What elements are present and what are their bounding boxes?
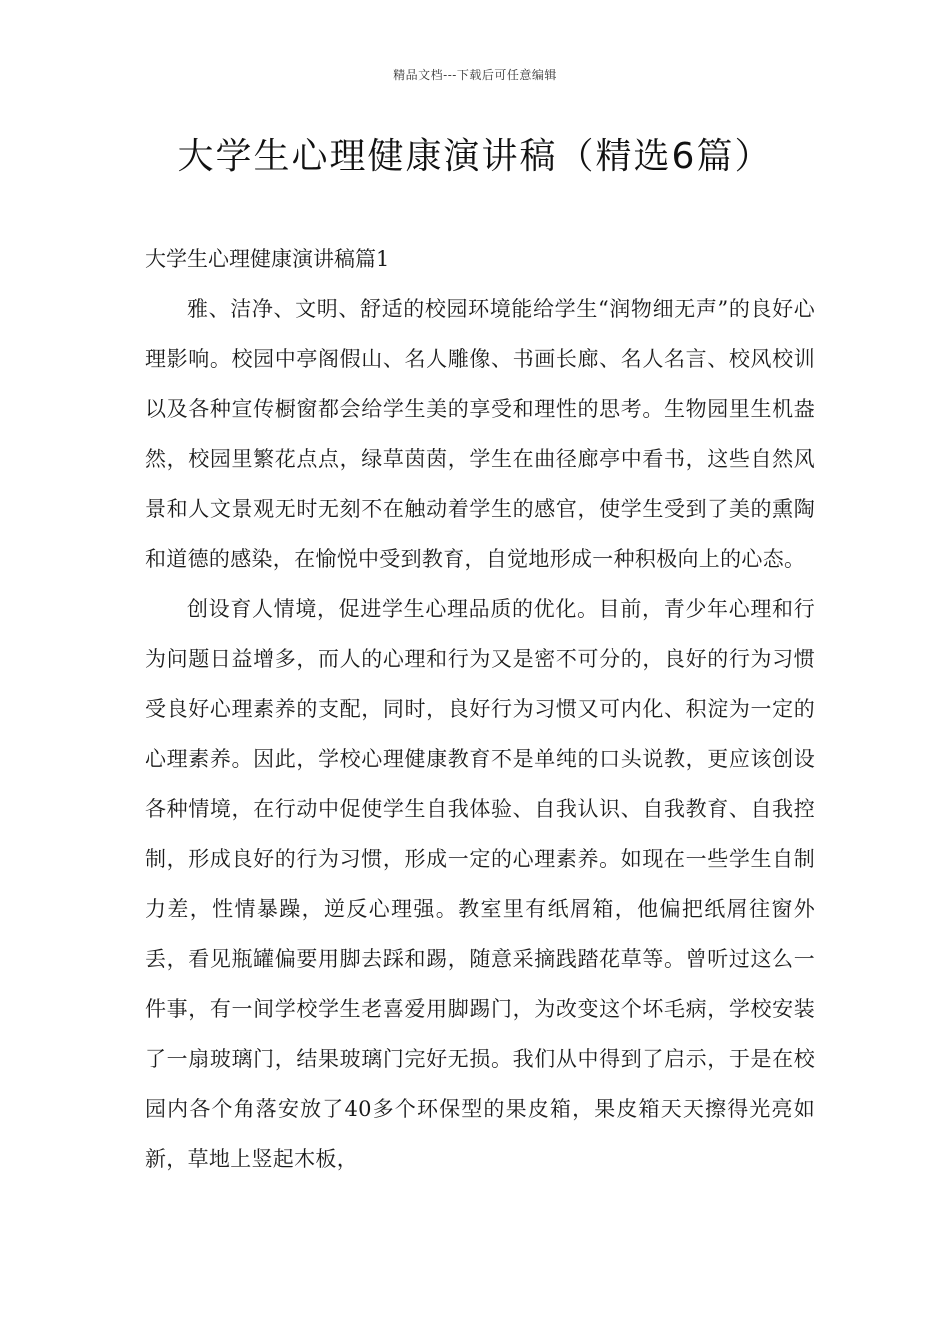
document-title: 大学生心理健康演讲稿（精选6篇） [177,136,773,177]
paragraph-1: 雅、洁净、文明、舒适的校园环境能给学生“润物细无声”的良好心理影响。校园中亭阁假山、名人雕像、书画长廊、名人名言、校风校训以及各种宣传橱窗都会给学生美的享受和理性的思考。生物园里生机盎然，校园里繁花点点，绿草茵茵，学生在曲径廊亭中看书，这些自然风景和人文景观无时无刻不在触动着学生的感官，使学生受到了美的熏陶和道德的感染，在愉悦中受到教育，自觉地形成一种积极向上的心态。 [145,297,815,571]
section-title: 大学生心理健康演讲稿篇1 [145,247,390,271]
header-note: 精品文档---下载后可任意编辑 [393,68,557,82]
paragraph-2: 创设育人情境，促进学生心理品质的优化。目前，青少年心理和行为问题日益增多，而人的心理和行为又是密不可分的，良好的行为习惯受良好心理素养的支配，同时，良好行为习惯又可内化、积淀为一定的心理素养。因此，学校心理健康教育不是单纯的口头说教，更应该创设各种情境，在行动中促使学生自我体验、自我认识、自我教育、自我控制，形成良好的行为习惯，形成一定的心理素养。如现在一些学生自制力差，性情暴躁，逆反心理强。教室里有纸屑箱，他偏把纸屑往窗外丢，看见瓶罐偏要用脚去踩和踢，随意采摘践踏花草等。曾听过这么一件事，有一间学校学生老喜爱用脚踢门，为改变这个坏毛病，学校安装了一扇玻璃门，结果玻璃门完好无损。我们从中得到了启示，于是在校园内各个角落安放了40多个环保型的果皮箱，果皮箱天天擦得光亮如新，草地上竖起木板， [145,597,815,1171]
document-body [145,234,815,1184]
